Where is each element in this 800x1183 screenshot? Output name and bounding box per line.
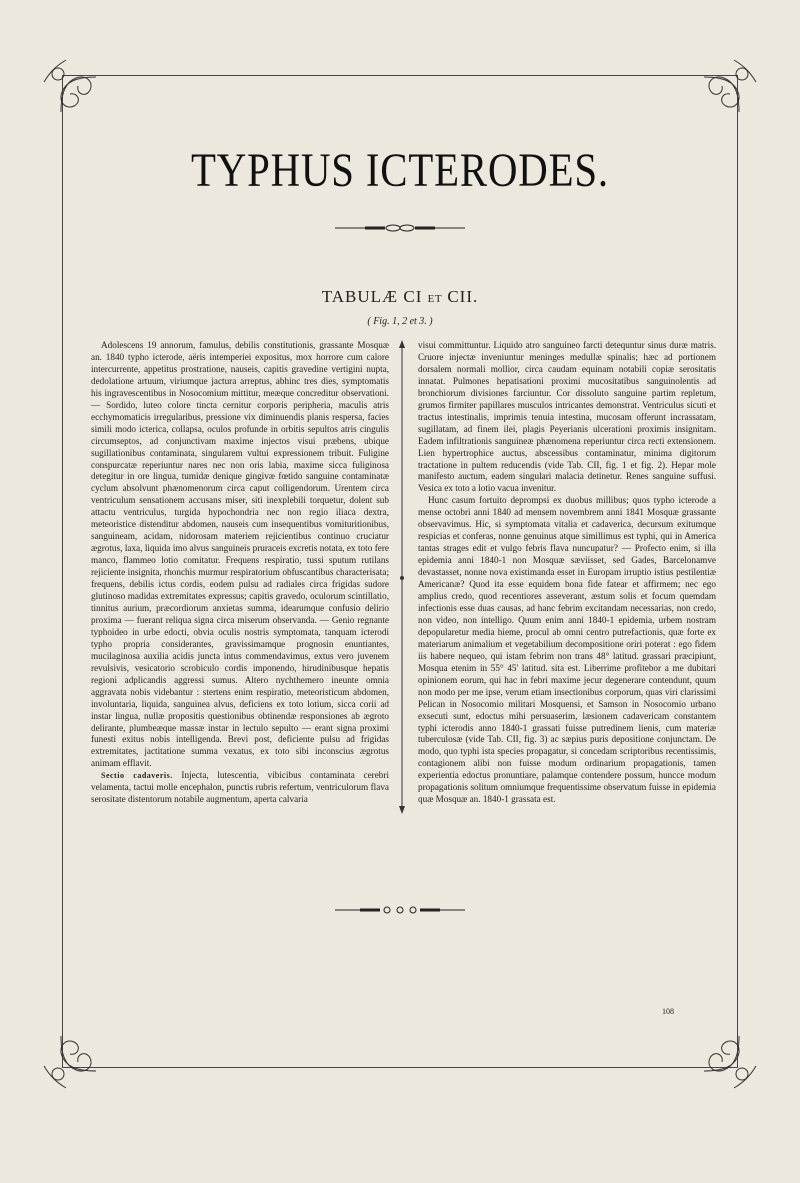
autopsy-label: Sectio cadaveris.: [101, 771, 173, 781]
commentary-paragraph: Hunc casum fortuito deprompsi ex duobus millibus; quos typho icterode a mense octobri anni 1840 ad mensem novembrem anni 1841 Mosquæ grassante observavimus. Hic, si symptomata vitalia et cadaverica, decursum exitumque respicias et conferas, nonne genuinus atque simillimus est typhi, qui in America tantas strages edit et vulgo febris flava nuncupatur? — Profecto enim, si illa epidemia anni 1840-1 non Mosquæ sæviisset, sed Gades, Barcelonamve devastasset, nonne nova existimanda esset in Europam irruptio istius pestilentiæ Americanæ? Quod ita esse equidem bona fide fatear et affirmem; nec ego amplius credo, quod recentiores asseverant, æstum solis et focum quemdam infectionis esse duas causas, ad hanc febrim excitandam necessarias, non credo, non video, non intelligo. Quum enim anni 1840-1 epidemia, urbem nostram depopularetur media hieme, procul ab omni centro putrefactionis, quæ forte ex materiarum animalium et vegetabilium decompositione oriri poterat : ego fidem iis habere nequeo, qui istam febrim non trans 48° latitud. grassari præcipiunt, Mosqua etenim in 55° 45' latitud. sita est. Liberrime profitebor a me dubitari opinionem eorum, qui hac in febri maxime jecur degenerare contendunt, quum non modo per me ipse, verum etiam insectionibus corporum, quas viri clarissimi Pelican in Nosocomio militari Mosquensi, et Samson in Nosocomio urbano exsecuti sunt, edoctus mihi persuaserim, læsionem cadavericam constantem typhi icterodis anno 1840-1 grassati fuisse putredinem lienis, cum materiæ tuberculosæ (vide Tab. CII, fig. 3) ac sæpius puris depositione conjunctam. De modo, quo typhi ista species propagatur, si concedam scriptoribus recentissimis, contagionem alibi non fuisse modum ordinarium propagationis, tamen experientia edoctus pronuntiare, palamque contendere possum, huncce modum propagationis solitum omniumque frequentissime observatum fuisse in epidemia quæ Mosquæ an. 1840-1 grassata est.: [418, 495, 716, 805]
figure-reference: ( Fig. 1, 2 et 3. ): [367, 316, 433, 327]
plates-subtitle: [0, 287, 800, 307]
subtitle-et: ET: [427, 293, 443, 305]
title-rule-ornament: [0, 220, 800, 238]
case-description-paragraph: Adolescens 19 annorum, famulus, debilis constitutionis, grassante Mosquæ an. 1840 typho icterode, aëris intemperiei expositus, mox horrore cum calore intercurrente, appetitus prostratione, nauseis, capitis gravedine vertigini nupta, dedolatione artuum, viriumque jactura arreptus, abhinc tres dies, symptomatis his ingravescentibus in Nosocomium mittitur, meæque concreditur observationi. — Sordido, luteo colore tincta cernitur corporis peripheria, maculis atris ecchymomaticis irregularibus, pressione vix diminuendis planis respersa, facies simili modo icterica, collapsa, oculos profunde in orbitis sepultos atris cingulis circumseptos, ad conjunctivam maxime injectos visui præbens, ubique sugillationibus contaminata, singularem vultui expressionem tribuit. Fuligine conspurcatæ reperiuntur nares nec non oris labia, maxime sicca fuliginosa detegitur in ore lingua, tumidæ denique gingivæ fœtido sanguine contaminatæ cyclum absolvunt phænomenorum circa caput colligendorum. Urentem circa ventriculum sensationem accusans miser, siti inexplebili torquetur, dolent sub attactu ventriculus, turgida hypochondria nec non regio iliaca dextra, meteoristice distenditur abdomen, nauseis cum insequentibus vomituritionibus, sanguineam, acidam, nidorosam materiem rejicientibus continuo cruciatur ægrotus, laxa, liquida imo alvus sanguineis pruraceis excretis notata, ex toto fere manco, flammeo lotio comitatur. Frequens respiratio, tussi sputum rutilans rejiciente insignita, rhonchis murmur respiratorium obfuscantibus characterisata; frequens, debilis ictus cordis, eodem pulsu ad radiales circa frigidas sudore glutinoso madidas extremitates expressus; capitis gravedo, oculorum scintillatio, tinnitus aurium, præcordiorum anxietas summa, idearumque confusio delirio proxima — fuerant reliqua signa circa miserum observanda. — Genio regnante typhoideo in urbe edocti, obvia oculis nostris symptomata, tanquam icterodi typho propria considerantes, gravissimamque prognosin enuntiantes, mucilaginosa auxilia acidis juncta intus commendavimus, extus vero juvenem revulsivis, vesicatorio scrobiculo cordis imponendo, hirudinibusque hepatis regioni adplicandis aggressi sumus. Altero nychthemero ineunte omnia aggravata nobis videbantur : stertens enim respiratio, meteoristicum abdomen, involuntaria, liquida, sanguinea alvus, deficiens ex toto lotium, sicca corii ad instar lingua, nullæ propositis questionibus obtinendæ responsiones ab ægroto delirante, plumbeæque massæ instar in lectulo sepulto — erant signa proximi funesti exitus nobis intelligenda. Brevi post, deficiente pulsu ad frigidas extremitates, jactitatione summa vexatus, ex toto sibi inconscius ægrotus animam efflavit.: [91, 340, 389, 769]
autopsy-continued-paragraph: visui committuntur. Liquido atro sanguineo farcti detequntur sinus duræ matris. Cruore injectæ inveniuntur meninges medullæ spinalis; hæc ad portionem dorsalem normali mollior, circa caudam equinam notabili copiæ serositatis innatat. Pulmones hepatisationi proximi mucositatibus sanguinolentis ad bronchiorum divisiones farciuntur. Cor dissoluto sanguine partim repletum, grumos firmiter papillares musculos intricantes demonstrat. Ventriculus sicuti et tractus intestinalis, imprimis tenuia intestina, mucosam offerunt incrassatam, sugillatam, ad finem ilei, plagis Peyerianis ulcerationi proximis insignitam. Eadem infiltrationis sanguineæ phænomena reperiuntur circa recti extensionem. Lien hypertrophice auctus, abscessibus contaminatur, minima digitorum tractatione in pultem reducendis (vide Tab. CII, fig. 1 et fig. 2). Hepar mole manifesto auctum, eadem singulari malacia detinetur. Renes sanguine suffusi. Vesica ex toto a lotio vacua invenitur.: [418, 340, 716, 494]
text-column-left: [91, 340, 389, 806]
corner-ornament-top-left: [36, 52, 106, 122]
subtitle-main: TABULÆ CI: [321, 287, 423, 306]
column-divider-ornament: [399, 338, 403, 816]
page-number: 108: [662, 1007, 674, 1016]
footer-rule-ornament: [0, 902, 800, 920]
autopsy-text: Injecta, lutescentia, vibicibus contaminata cerebri velamenta, tactui molle encephalon, punctis rubris refertum, ventriculorum flava serositate distentorum notabile augmentum, aperta calvaria: [91, 770, 390, 805]
text-column-right: [418, 340, 716, 806]
corner-ornament-bottom-right: [694, 1026, 764, 1096]
page-title: TYPHUS ICTERODES.: [191, 144, 609, 197]
subtitle-end: CII.: [447, 287, 479, 306]
autopsy-paragraph: [91, 770, 389, 806]
corner-ornament-top-right: [694, 52, 764, 122]
corner-ornament-bottom-left: [36, 1026, 106, 1096]
